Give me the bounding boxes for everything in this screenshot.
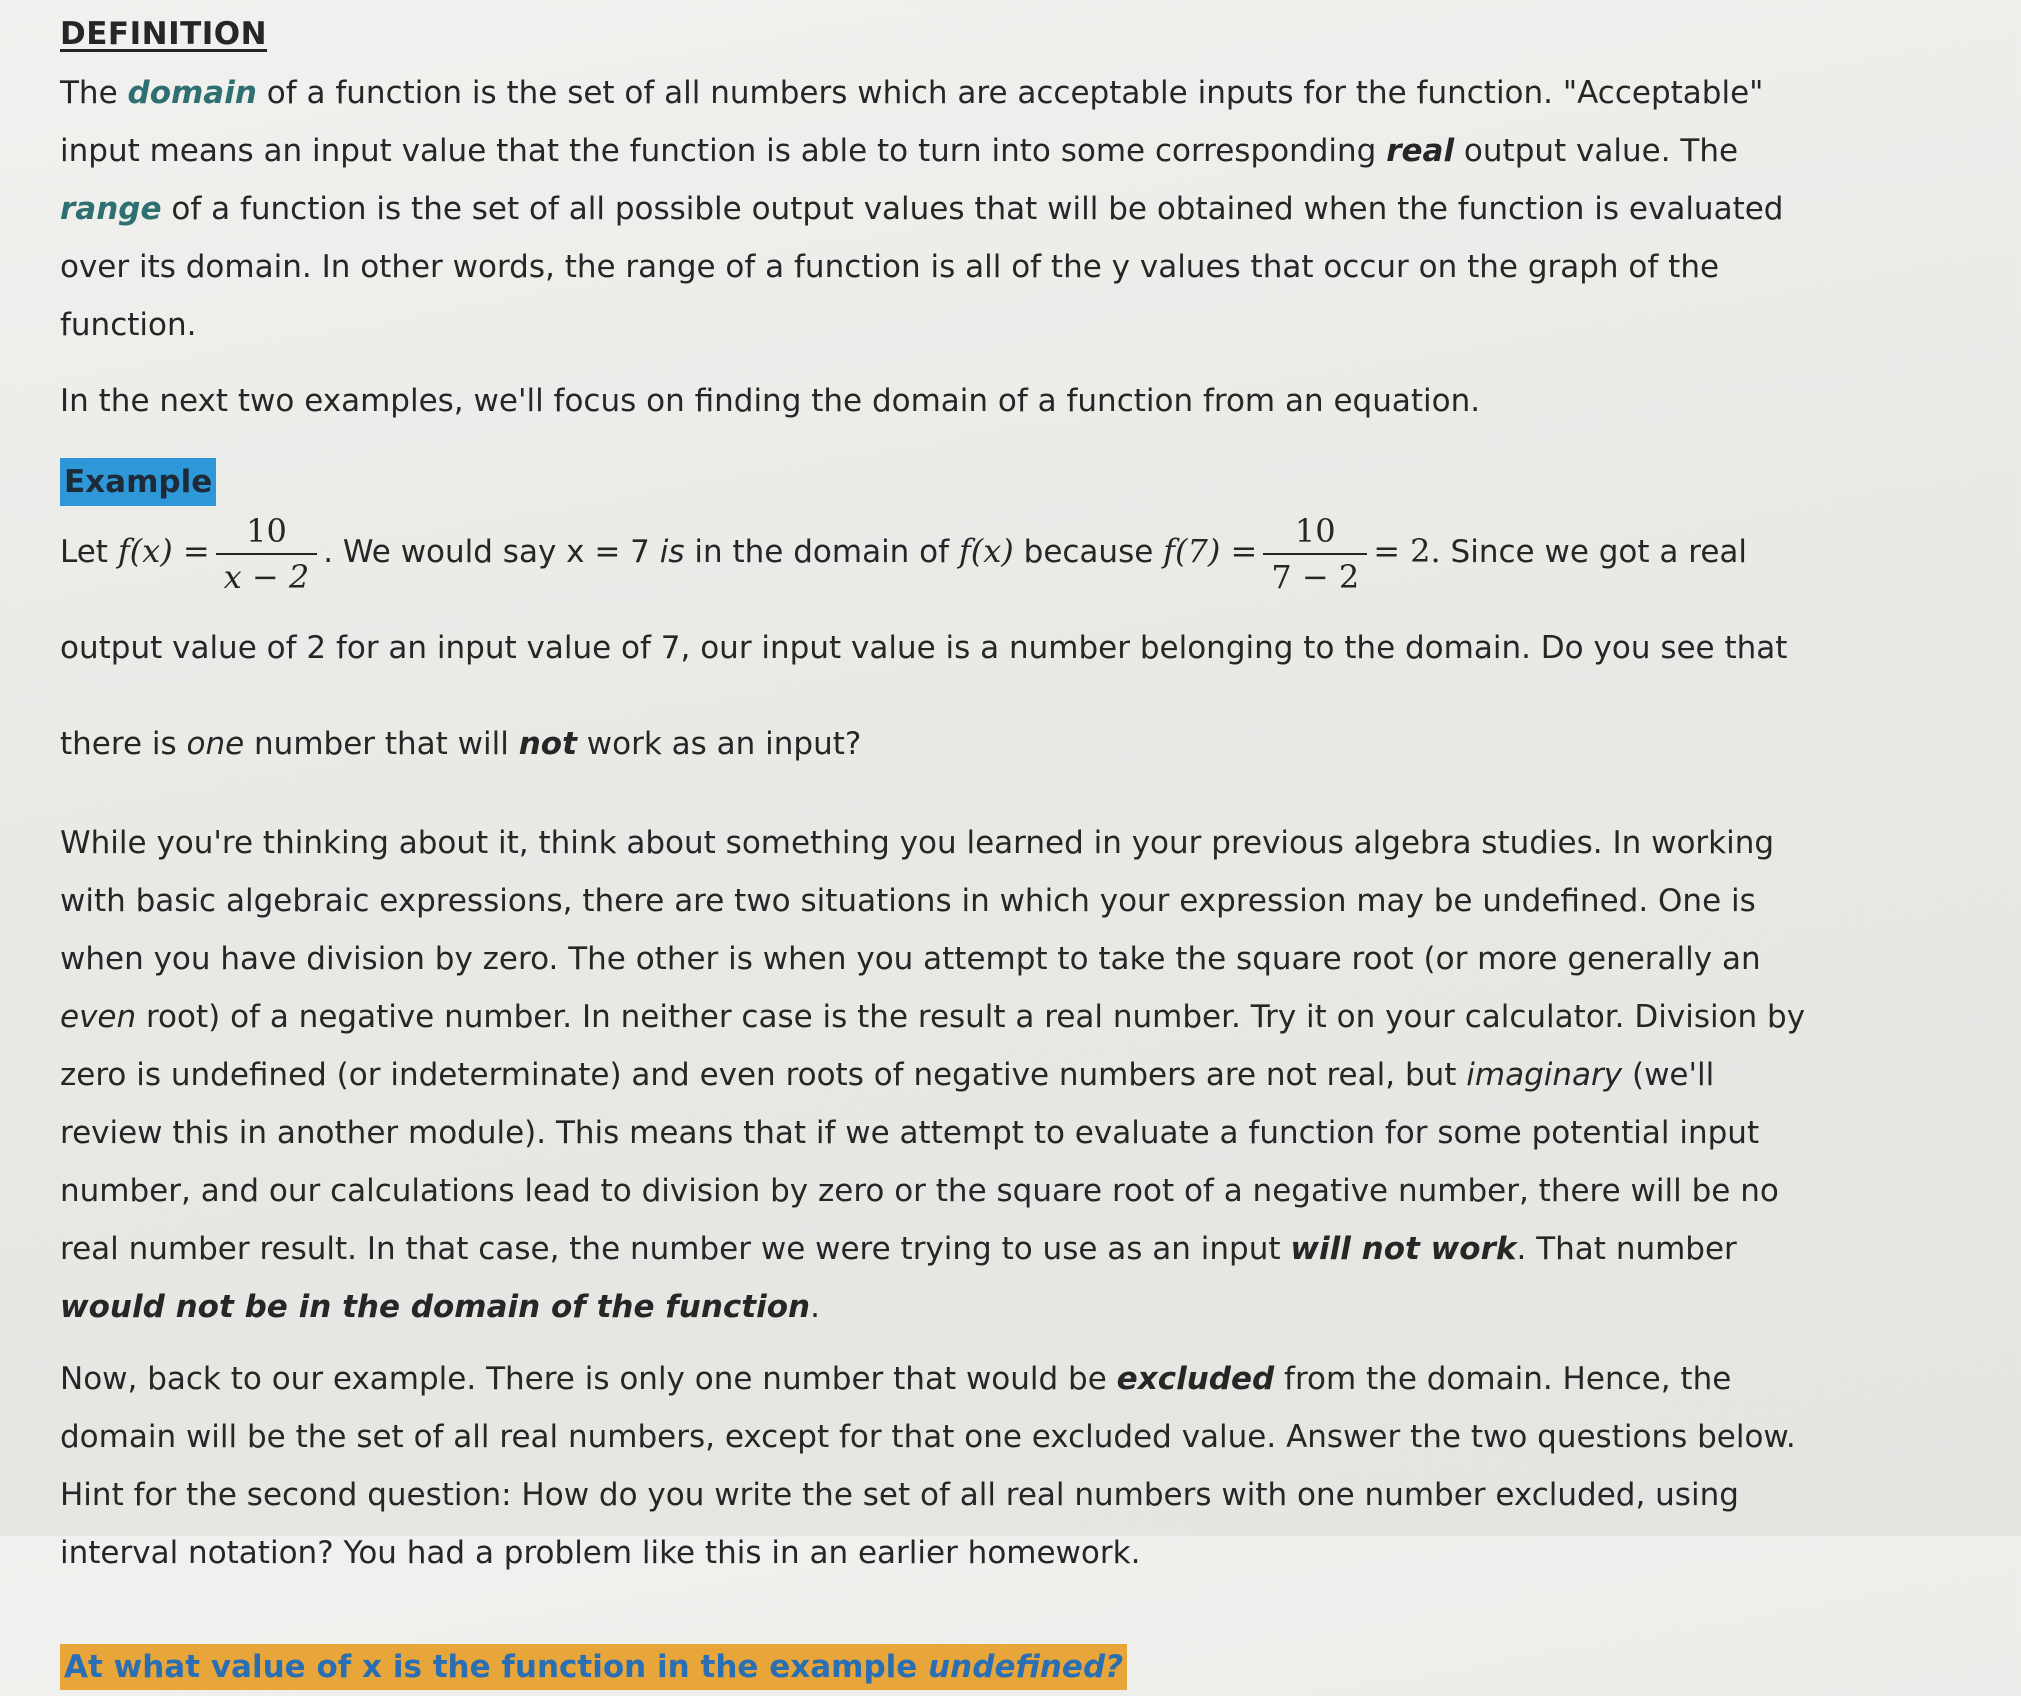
definition-heading: DEFINITION (60, 16, 268, 52)
domain-term: domain (127, 75, 257, 111)
thinking-paragraph: While you're thinking about it, think about something you learned in your previous algebra studies. In working with basic algebraic expressions, there are two situations in which your expression may be undefined. One is when you have division by zero. The other is when you attempt to take the square root (or more generally an even root) of a negative number. In neither case is the result a real number. Try it on your calculator. Division by zero is undefined (or indeterminate) and even roots of negative numbers are not real, but imaginary (we'll review this in another module). This means that if we attempt to evaluate a function for some potential input number, and our calculations lead to division by zero or the square root of a negative number, there will be no real number result. In that case, the number we were trying to use as an input will not work. That number would not be in the domain of the function. (60, 825, 1806, 1325)
fraction-10-over-7-minus-2: $\frac{10}{7 - 2}$ (1263, 511, 1367, 597)
example-label: Example (60, 458, 216, 506)
question-section (60, 1638, 1820, 1696)
example-paragraph: Let f(x) = $\frac{10}{x - 2}$ . We would say x = 7 is in the domain of f(x) because f(7) = $\frac{10}{7 - 2}$ = 2. Since we got a real output value of 2 for an input value of 7, our input value is a number belonging to the domain. Do you see that there is one number that will not work as an input? (60, 511, 1788, 762)
range-term: range (60, 191, 162, 227)
definition-paragraph: The domain of a function is the set of all numbers which are acceptable inputs for the function. "Acceptable" input means an input value that the function is able to turn into some corresponding real output value. The range of a function is the set of all possible output values that will be obtained when the function is evaluated over its domain. In other words, the range of a function is all of the y values that occur on the graph of the function. (60, 75, 1784, 343)
back-to-example-paragraph: Now, back to our example. There is only one number that would be excluded from the domain. Hence, the domain will be the set of all real numbers, except for that one excluded value. Answer the two questions below. Hint for the second question: How do you write the set of all real numbers with one number excluded, using interval notation? You had a problem like this in an earlier homework. (60, 1361, 1796, 1571)
example-section (60, 452, 1820, 792)
real-term: real (1386, 133, 1455, 169)
question-prompt: At what value of x is the function in the example undefined? (60, 1644, 1127, 1690)
fraction-10-over-x-minus-2: $\frac{10}{x - 2}$ (216, 511, 318, 597)
function-definition: f(x) = (117, 532, 210, 570)
intro-paragraph: In the next two examples, we'll focus on finding the domain of a function from an equation. (60, 383, 1481, 419)
document-content (60, 10, 1820, 1696)
